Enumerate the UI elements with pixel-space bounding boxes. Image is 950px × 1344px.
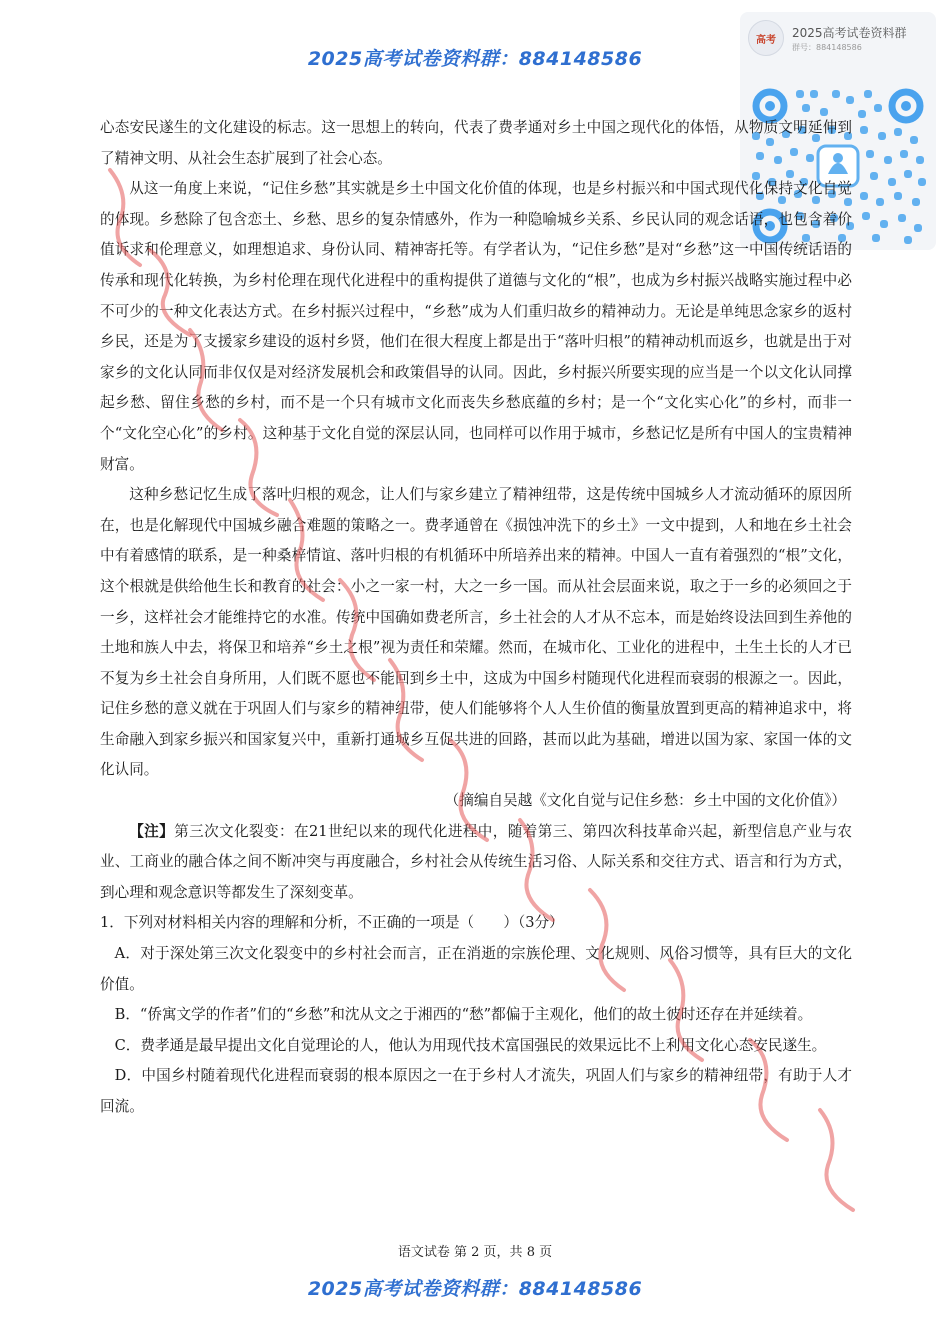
- footer-banner: 2025高考试卷资料群：884148586: [307, 1278, 643, 1300]
- page-number: 语文试卷 第 2 页，共 8 页: [397, 1245, 553, 1260]
- article-source: （摘编自吴越《文化自觉与记住乡愁：乡土中国的文化价值》）: [444, 792, 846, 810]
- option-d[interactable]: D．中国乡村随着现代化进程而衰弱的根本原因之一在于乡村人才流失，巩固人们与家乡的精神纽带，有助于人才回流。: [100, 1067, 852, 1115]
- group-logo-icon: 高考: [748, 20, 784, 56]
- question-stem: 1．下列对材料相关内容的理解和分析，不正确的一项是（ ）（3分）: [100, 914, 564, 932]
- note-tag: 【注】: [129, 822, 175, 840]
- note: [100, 817, 852, 909]
- option-c[interactable]: C．费孝通是最早提出文化自觉理论的人，他认为用现代技术富国强民的效果远比不上利用文化心态安民遂生。: [114, 1036, 827, 1054]
- qr-card-group-number: 群号：884148586: [792, 43, 862, 52]
- article-paragraph-1: 心态安民遂生的文化建设的标志。这一思想上的转向，代表了费孝通对乡土中国之现代化的体悟，从物质文明延伸到了精神文明、从社会生态扩展到了社会心态。: [100, 119, 852, 167]
- qr-card-header: [748, 18, 928, 58]
- option-a[interactable]: A．对于深处第三次文化裂变中的乡村社会而言，正在消逝的宗族伦理、文化规则、风俗习惯等，具有巨大的文化价值。: [100, 945, 852, 993]
- header-banner: 2025高考试卷资料群：884148586: [307, 48, 643, 70]
- article-paragraph-3: 这种乡愁记忆生成了落叶归根的观念，让人们与家乡建立了精神纽带，这是传统中国城乡人才流动循环的原因所在，也是化解现代中国城乡融合难题的策略之一。费孝通曾在《损蚀冲洗下的乡土》一文中提到，人和地在乡土社会中有着感情的联系，是一种桑梓情谊、落叶归根的有机循环中所培养出来的精神。中国人一直有着强烈的“根”文化，这个根就是供给他生长和教育的社会：小之一家一村，大之一乡一国。而从社会层面来说，取之于一乡的必须回之于一乡，这样社会才能维持它的水准。传统中国确如费老所言，乡土社会的人才从不忘本，而是始终设法回到生养他的土地和族人中去，将保卫和培养“乡土之根”视为责任和荣耀。然而，在城市化、工业化的进程中，土生土长的人才已不复为乡土社会自身所用，人们既不愿也不能回到乡土中，这成为中国乡村随现代化进程而衰弱的根源之一。因此，记住乡愁的意义就在于巩固人们与家乡的精神纽带，使人们能够将个人人生价值的衡量放置到更高的精神追求中，将生命融入到家乡振兴和国家复兴中，重新打通城乡互促共进的回路，甚而以此为基础，增进以国为家、家国一体的文化认同。: [100, 486, 852, 779]
- option-b[interactable]: B．“侨寓文学的作者”们的“乡愁”和沈从文之于湘西的“愁”都偏于主观化，他们的故土彼时还存在并延续着。: [114, 1006, 813, 1024]
- qr-card-title: 2025高考试卷资料群: [792, 26, 907, 40]
- article-paragraph-2: 从这一角度上来说，“记住乡愁”其实就是乡土中国文化价值的体现，也是乡村振兴和中国式现代化保持文化自觉的体现。乡愁除了包含恋土、乡愁、思乡的复杂情感外，作为一种隐喻城乡关系、乡民认同的观念话语，也包含着价值诉求和伦理意义，如理想追求、身份认同、精神寄托等。有学者认为，“记住乡愁”是对“乡愁”这一中国传统话语的传承和现代化转换，为乡村伦理在现代化进程中的重构提供了道德与文化的“根”，也成为乡村振兴战略实施过程中必不可少的一种文化表达方式。在乡村振兴过程中，“乡愁”成为人们重归故乡的精神动力。无论是单纯思念家乡的返村乡民，还是为了支援家乡建设的返村乡贤，他们在很大程度上都是出于“落叶归根”的精神动机而返乡，也就是出于对家乡的文化认同而非仅仅是对经济发展机会和政策倡导的认同。因此，乡村振兴所要实现的应当是一个以文化认同撑起乡愁、留住乡愁的乡村，而不是一个只有城市文化而丧失乡愁底蕴的乡村；是一个“文化实心化”的乡村，而非一个“文化空心化”的乡村。这种基于文化自觉的深层认同，也同样可以作用于城市，乡愁记忆是所有中国人的宝贵精神财富。: [100, 180, 852, 473]
- note-text: 第三次文化裂变：在21世纪以来的现代化进程中，随着第三、第四次科技革命兴起，新型信息产业与农业、工商业的融合体之间不断冲突与再度融合，乡村社会从传统生活习俗、人际关系和交往方式、语言和行为方式，到心理和观念意识等都发生了深刻变革。: [100, 822, 852, 901]
- document-body: [100, 113, 852, 1123]
